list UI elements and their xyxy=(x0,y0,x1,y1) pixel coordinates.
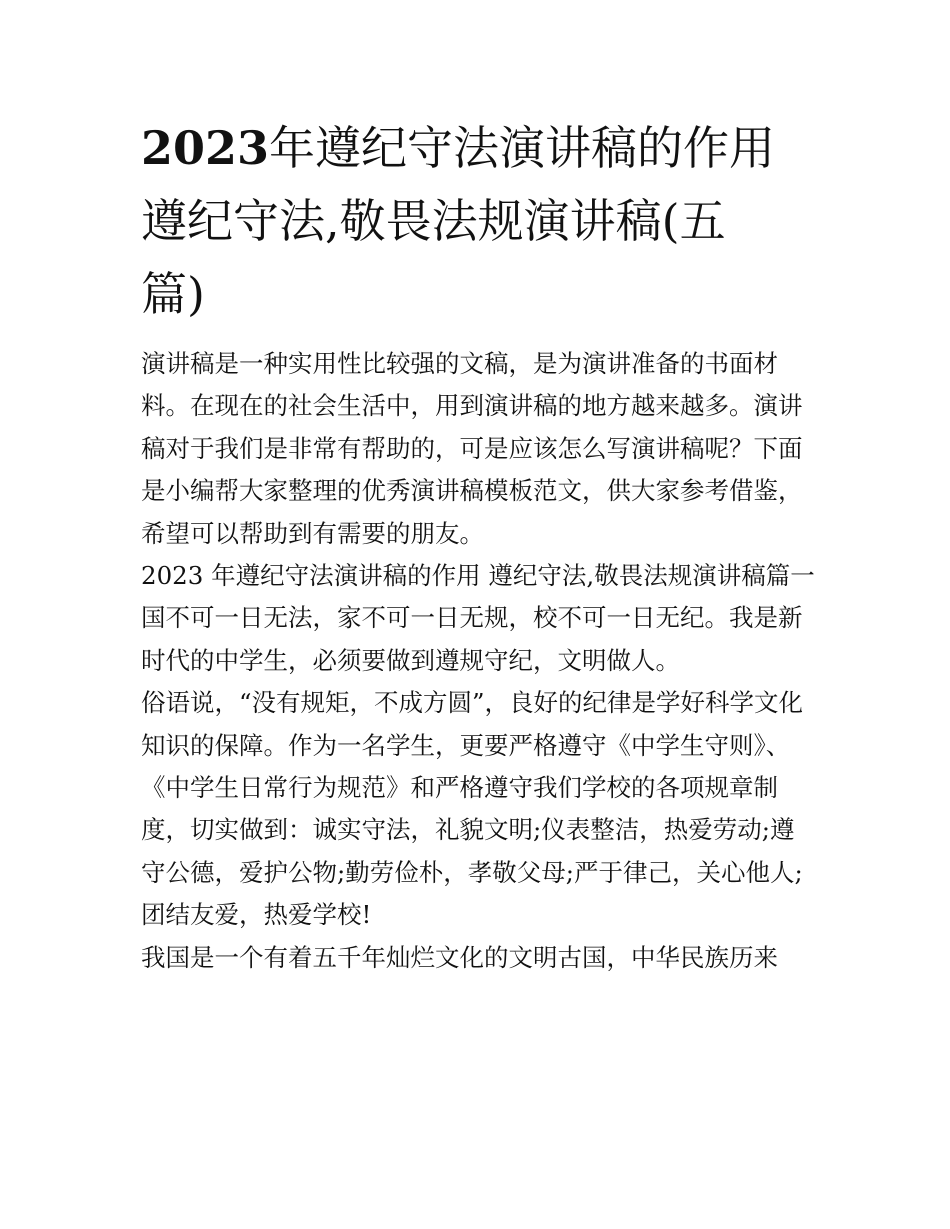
paragraph-3 xyxy=(141,937,813,979)
text-line: 团结友爱，热爱学校! xyxy=(141,900,372,930)
text-line: 国不可一日无法，家不可一日无规，校不可一日无纪。我是新 xyxy=(141,603,803,633)
text-line: 度，切实做到：诚实守法，礼貌文明;仪表整洁，热爱劳动;遵 xyxy=(141,815,795,845)
text-line: 料。在现在的社会生活中，用到演讲稿的地方越来越多。演讲 xyxy=(141,391,803,421)
text-line: 我国是一个有着五千年灿烂文化的文明古国，中华民族历来 xyxy=(141,942,778,972)
text-line: 俗语说，“没有规矩，不成方圆”，良好的纪律是学好科学文化 xyxy=(141,688,804,718)
text-line: 是小编帮大家整理的优秀演讲稿模板范文，供大家参考借鉴， xyxy=(141,476,803,506)
text-line: 演讲稿是一种实用性比较强的文稿，是为演讲准备的书面材 xyxy=(141,349,778,378)
title-line-1 xyxy=(141,112,813,185)
text-line: 《中学生日常行为规范》和严格遵守我们学校的各项规章制 xyxy=(141,773,778,803)
title-year: 2023 xyxy=(141,121,270,175)
text-line: 时代的中学生，必须要做到遵规守纪，文明做人。 xyxy=(141,645,680,675)
title-line-2: 遵纪守法,敬畏法规演讲稿(五 xyxy=(141,194,726,248)
text-line: 2023 年遵纪守法演讲稿的作用 遵纪守法,敬畏法规演讲稿篇一 xyxy=(141,561,815,591)
title-line-1-rest: 年遵纪守法演讲稿的作用 xyxy=(269,121,776,175)
paragraph-1 xyxy=(141,597,813,682)
paragraph-intro xyxy=(141,343,813,555)
text-line: 希望可以帮助到有需要的朋友。 xyxy=(141,518,484,548)
document-title xyxy=(141,112,813,331)
text-line: 知识的保障。作为一名学生，更要严格遵守《中学生守则》、 xyxy=(141,730,791,760)
text-line: 守公德，爱护公物;勤劳俭朴，孝敬父母;严于律己，关心他人; xyxy=(141,857,803,887)
paragraph-2 xyxy=(141,682,813,936)
document-page xyxy=(141,112,813,979)
document-body xyxy=(141,343,813,979)
title-line-3: 篇) xyxy=(141,267,205,321)
section-heading xyxy=(141,555,813,597)
text-line: 稿对于我们是非常有帮助的，可是应该怎么写演讲稿呢？下面 xyxy=(141,433,803,463)
